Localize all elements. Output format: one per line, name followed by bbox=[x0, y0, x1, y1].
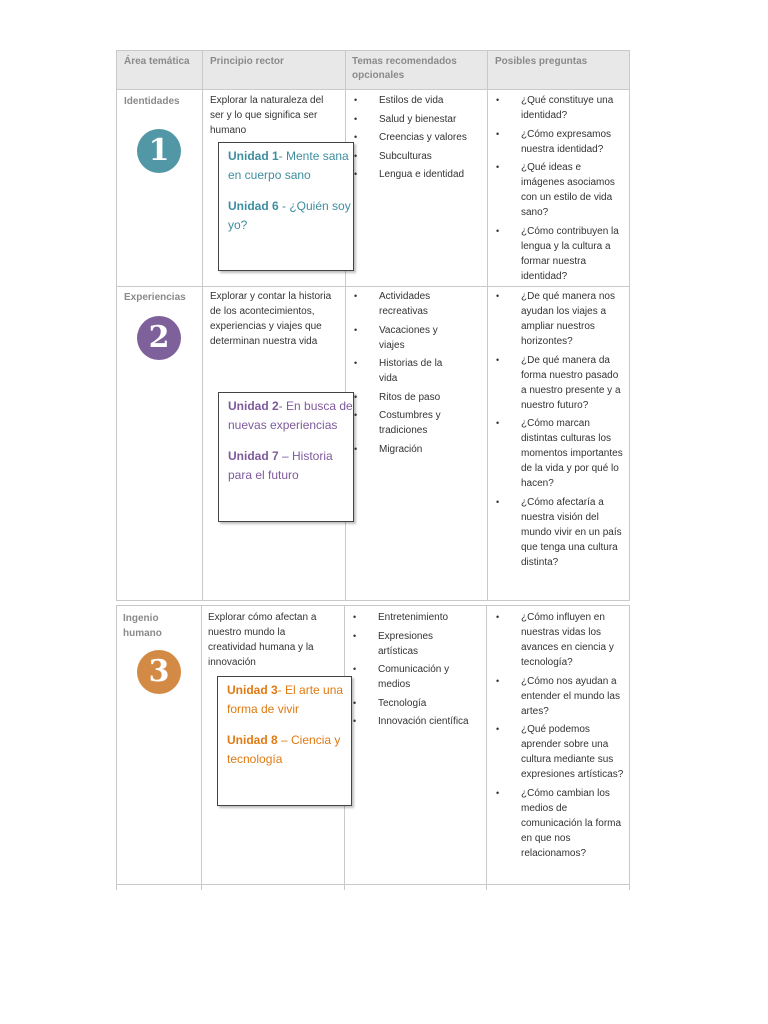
col-divider-0b bbox=[116, 605, 117, 890]
col-divider-1 bbox=[202, 50, 203, 600]
question-item: • ¿De qué manera nos ayudan los viajes a ampliar nuestros horizontes? bbox=[494, 289, 624, 349]
unit-item: Unidad 2- En busca de nuevas experiencias bbox=[228, 399, 353, 432]
question-item: • ¿Cómo nos ayudan a entender el mundo las artes? bbox=[494, 674, 624, 719]
area-title: Experiencias bbox=[124, 292, 186, 303]
topic-item: • Actividades recreativas bbox=[352, 289, 462, 319]
question-item: • ¿Cómo marcan distintas culturas los momentos importantes de la vida y por qué lo hacen? bbox=[494, 416, 624, 491]
topics-list bbox=[352, 93, 484, 186]
table-border-top bbox=[116, 50, 630, 51]
question-item: • ¿De qué manera da forma nuestro pasado a nuestro presente y a nuestro futuro? bbox=[494, 353, 624, 413]
topic-item: • Innovación científica bbox=[351, 714, 483, 729]
col-divider-3 bbox=[487, 50, 488, 600]
number-circle: 3 bbox=[137, 650, 181, 694]
question-item: • ¿Qué ideas e imágenes asociamos con un estilo de vida sano? bbox=[494, 160, 624, 220]
unit-item: Unidad 7 – Historia para el futuro bbox=[228, 449, 333, 482]
col-divider-3b bbox=[486, 605, 487, 890]
row-divider-3 bbox=[116, 600, 630, 601]
unit-item: Unidad 3- El arte una forma de vivir bbox=[227, 683, 344, 716]
col-divider-1b bbox=[201, 605, 202, 890]
question-item: • ¿Qué podemos aprender sobre una cultura mediante sus expresiones artísticas? bbox=[494, 722, 624, 782]
row-divider-3b bbox=[116, 605, 630, 606]
question-item: • ¿Cómo cambian los medios de comunicación la forma en que nos relacionamos? bbox=[494, 786, 624, 861]
question-item: • ¿Cómo afectaría a nuestra visión del mundo vivir en un país que tenga una cultura distinta? bbox=[494, 495, 624, 570]
col-divider-4b bbox=[629, 605, 630, 890]
principle-text: Explorar cómo afectan a nuestro mundo la creatividad humana y la innovación bbox=[208, 612, 317, 668]
topic-item: • Costumbres y tradiciones bbox=[352, 408, 462, 438]
topics-list bbox=[352, 289, 462, 460]
col-divider-4 bbox=[629, 50, 630, 600]
topic-item: • Historias de la vida bbox=[352, 356, 462, 386]
units-box bbox=[217, 676, 352, 806]
question-item: • ¿Cómo expresamos nuestra identidad? bbox=[494, 127, 624, 157]
topic-item: • Creencias y valores bbox=[352, 130, 484, 145]
number-circle: 1 bbox=[137, 129, 181, 173]
unit-item: Unidad 8 – Ciencia y tecnología bbox=[227, 733, 341, 766]
questions-list bbox=[494, 93, 624, 287]
topic-item: • Migración bbox=[352, 442, 462, 457]
questions-list bbox=[494, 610, 624, 864]
topic-item: • Entretenimiento bbox=[351, 610, 483, 625]
topics-list bbox=[351, 610, 483, 733]
col-divider-0 bbox=[116, 50, 117, 600]
topic-item: • Estilos de vida bbox=[352, 93, 484, 108]
question-item: • ¿Cómo influyen en nuestras vidas los avances en ciencia y tecnología? bbox=[494, 610, 624, 670]
row-divider-1 bbox=[116, 89, 630, 90]
header-area: Área temática bbox=[124, 56, 190, 67]
topic-item: • Tecnología bbox=[351, 696, 483, 711]
area-title: Identidades bbox=[124, 96, 180, 107]
topic-item: • Salud y bienestar bbox=[352, 112, 484, 127]
unit-item: Unidad 6 - ¿Quién soy yo? bbox=[228, 199, 351, 232]
topic-item: • Expresiones artísticas bbox=[351, 629, 448, 659]
topic-item: • Ritos de paso bbox=[352, 390, 462, 405]
header-questions: Posibles preguntas bbox=[495, 56, 588, 67]
units-box bbox=[218, 392, 354, 522]
table-border-bottom bbox=[116, 884, 630, 885]
number-circle: 2 bbox=[137, 316, 181, 360]
principle-text: Explorar la naturaleza del ser y lo que significa ser humano bbox=[210, 95, 324, 136]
header-topics: Temas recomendados opcionales bbox=[352, 56, 457, 81]
topic-item: • Lengua e identidad bbox=[352, 167, 484, 182]
header-principle: Principio rector bbox=[210, 56, 284, 67]
topic-item: • Vacaciones y viajes bbox=[352, 323, 462, 353]
topic-item: • Comunicación y medios bbox=[351, 662, 458, 692]
questions-list bbox=[494, 289, 624, 573]
question-item: • ¿Cómo contribuyen la lengua y la cultura a formar nuestra identidad? bbox=[494, 224, 624, 284]
area-title: Ingenio humano bbox=[123, 613, 162, 639]
question-item: • ¿Qué constituye una identidad? bbox=[494, 93, 624, 123]
topic-item: • Subculturas bbox=[352, 149, 484, 164]
units-box bbox=[218, 142, 354, 271]
unit-item: Unidad 1- Mente sana en cuerpo sano bbox=[228, 149, 349, 182]
principle-text: Explorar y contar la historia de los acontecimientos, experiencias y viajes que determinan nuestra vida bbox=[210, 291, 332, 347]
